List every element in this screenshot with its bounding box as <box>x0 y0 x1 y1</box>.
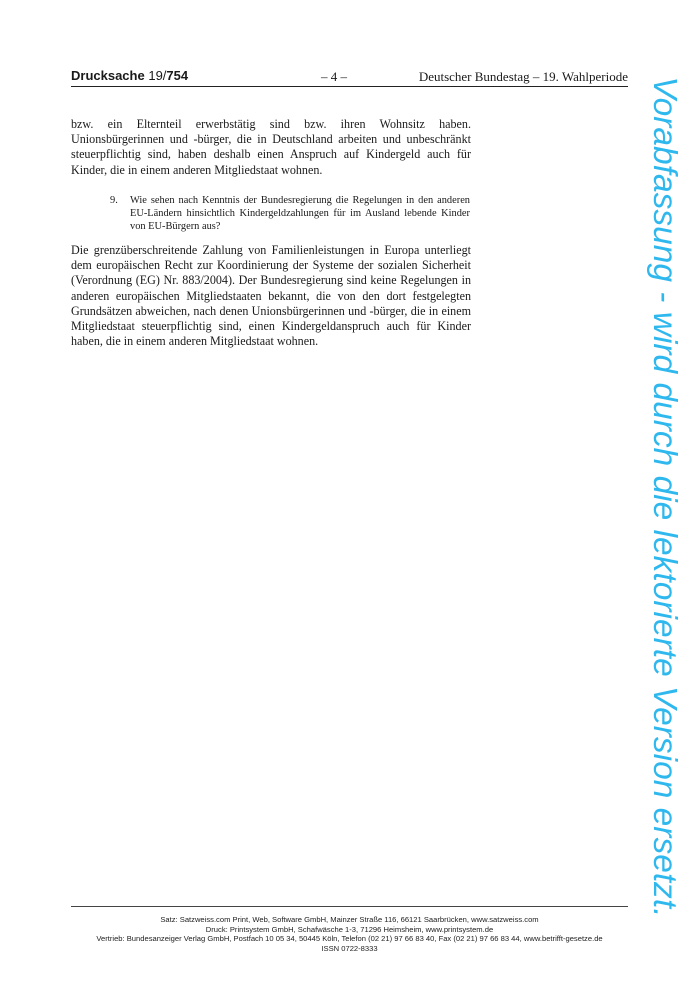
question-text: Wie sehen nach Kenntnis der Bundesregierung die Regelungen in den anderen EU-Ländern hinsichtlich Kindergeldzahlungen für im Ausland lebende Kinder von EU-Bürgern aus? <box>130 195 470 233</box>
page-footer <box>71 915 628 953</box>
footer-issn: ISSN 0722-8333 <box>321 943 378 953</box>
footer-printing: Druck: Printsystem GmbH, Schafwäsche 1-3, 71296 Heimsheim, www.printsystem.de <box>205 924 494 934</box>
page-number: – 4 – <box>321 69 347 84</box>
footer-divider <box>71 906 628 907</box>
draft-watermark: Vorabfassung - wird durch die lektorierte Version ersetzt. <box>646 76 683 918</box>
institution-title: Deutscher Bundestag – 19. Wahlperiode <box>418 69 628 84</box>
doc-number-prefix: 19/ <box>148 68 167 83</box>
question-number: 9. <box>110 195 118 206</box>
footer-distribution: Vertrieb: Bundesanzeiger Verlag GmbH, Postfach 10 05 34, 50445 Köln, Telefon (02 21) 97 66 83 40, Fax (02 21) 97 66 83 44, www.betrifft-gesetze.de <box>96 934 603 944</box>
doc-label: Drucksache <box>71 68 145 83</box>
footer-typesetting: Satz: Satzweiss.com Print, Web, Software GmbH, Mainzer Straße 116, 66121 Saarbrücken, www.satzweiss.com <box>160 915 539 924</box>
answer-paragraph: Die grenzüberschreitende Zahlung von Familienleistungen in Europa unterliegt dem europäischen Recht zur Koordinierung der Systeme der sozialen Sicherheit (Verordnung (EG) Nr. 883/2004). Der Bundesregierung sind keine Regelungen in anderen europäischen Mitgliedstaaten bekannt, die von den dort festgelegten Grundsätzen abweichen, nach denen Unionsbürgerinnen und -bürger, die in einem Mitgliedstaat steuerpflichtig sind, einen Kindergeldanspruch auch für Kinder haben, die in einem anderen Mitgliedstaat wohnen. <box>71 243 471 349</box>
document-id <box>71 68 188 83</box>
answer-paragraph-continued: bzw. ein Elternteil erwerbstätig sind bzw. ihren Wohnsitz haben. Unionsbürgerinnen und -bürger, die in Deutschland arbeiten und unbeschränkt steuerpflichtig sind, haben deshalb einen Anspruch auf Kindergeld auch für Kinder, die in einem anderen Mitgliedstaat wohnen. <box>71 117 471 177</box>
doc-number: 754 <box>166 68 189 83</box>
page-header <box>71 68 628 87</box>
